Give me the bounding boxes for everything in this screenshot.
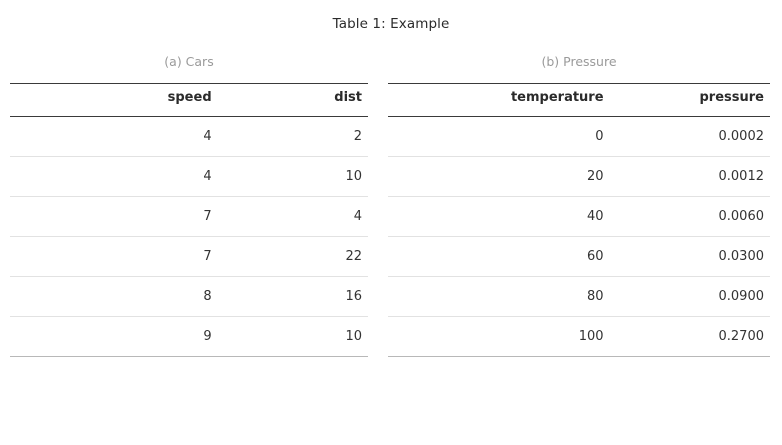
cell-speed: 7 <box>10 197 218 237</box>
table-block-cars <box>6 54 376 357</box>
table-pressure <box>388 83 770 357</box>
cell-temperature: 40 <box>388 197 610 237</box>
table-caption: Table 1: Example <box>332 16 450 32</box>
table-pressure-header <box>388 84 770 117</box>
table-row <box>388 277 770 317</box>
cell-pressure: 0.0900 <box>610 277 770 317</box>
table-header-row <box>388 84 770 117</box>
column-header-temperature: temperature <box>388 84 610 117</box>
cell-temperature: 20 <box>388 157 610 197</box>
cell-pressure: 0.2700 <box>610 317 770 357</box>
table-row <box>10 197 368 237</box>
cell-dist: 16 <box>218 277 368 317</box>
cell-temperature: 80 <box>388 277 610 317</box>
tables-container <box>0 54 782 357</box>
cell-speed: 7 <box>10 237 218 277</box>
table-row <box>10 277 368 317</box>
table-pressure-body <box>388 117 770 357</box>
cell-dist: 10 <box>218 317 368 357</box>
cell-temperature: 0 <box>388 117 610 157</box>
cell-dist: 10 <box>218 157 368 197</box>
cell-speed: 9 <box>10 317 218 357</box>
cell-dist: 22 <box>218 237 368 277</box>
column-header-pressure: pressure <box>610 84 770 117</box>
table-row <box>10 117 368 157</box>
table-row <box>388 117 770 157</box>
table-row <box>10 237 368 277</box>
cell-speed: 8 <box>10 277 218 317</box>
cell-temperature: 100 <box>388 317 610 357</box>
table-header-row <box>10 84 368 117</box>
cell-pressure: 0.0300 <box>610 237 770 277</box>
table-row <box>388 197 770 237</box>
subcaption-cars: (a) Cars <box>164 54 214 69</box>
cell-pressure: 0.0060 <box>610 197 770 237</box>
table-cars-body <box>10 117 368 357</box>
table-row <box>10 317 368 357</box>
cell-dist: 4 <box>218 197 368 237</box>
cell-speed: 4 <box>10 117 218 157</box>
table-cars-header <box>10 84 368 117</box>
table-row <box>388 157 770 197</box>
cell-temperature: 60 <box>388 237 610 277</box>
table-row <box>10 157 368 197</box>
column-header-speed: speed <box>10 84 218 117</box>
column-header-dist: dist <box>218 84 368 117</box>
table-row <box>388 237 770 277</box>
cell-dist: 2 <box>218 117 368 157</box>
cell-pressure: 0.0002 <box>610 117 770 157</box>
cell-speed: 4 <box>10 157 218 197</box>
cell-pressure: 0.0012 <box>610 157 770 197</box>
subcaption-pressure: (b) Pressure <box>541 54 617 69</box>
table-row <box>388 317 770 357</box>
table-block-pressure <box>376 54 776 357</box>
table-cars <box>10 83 368 357</box>
